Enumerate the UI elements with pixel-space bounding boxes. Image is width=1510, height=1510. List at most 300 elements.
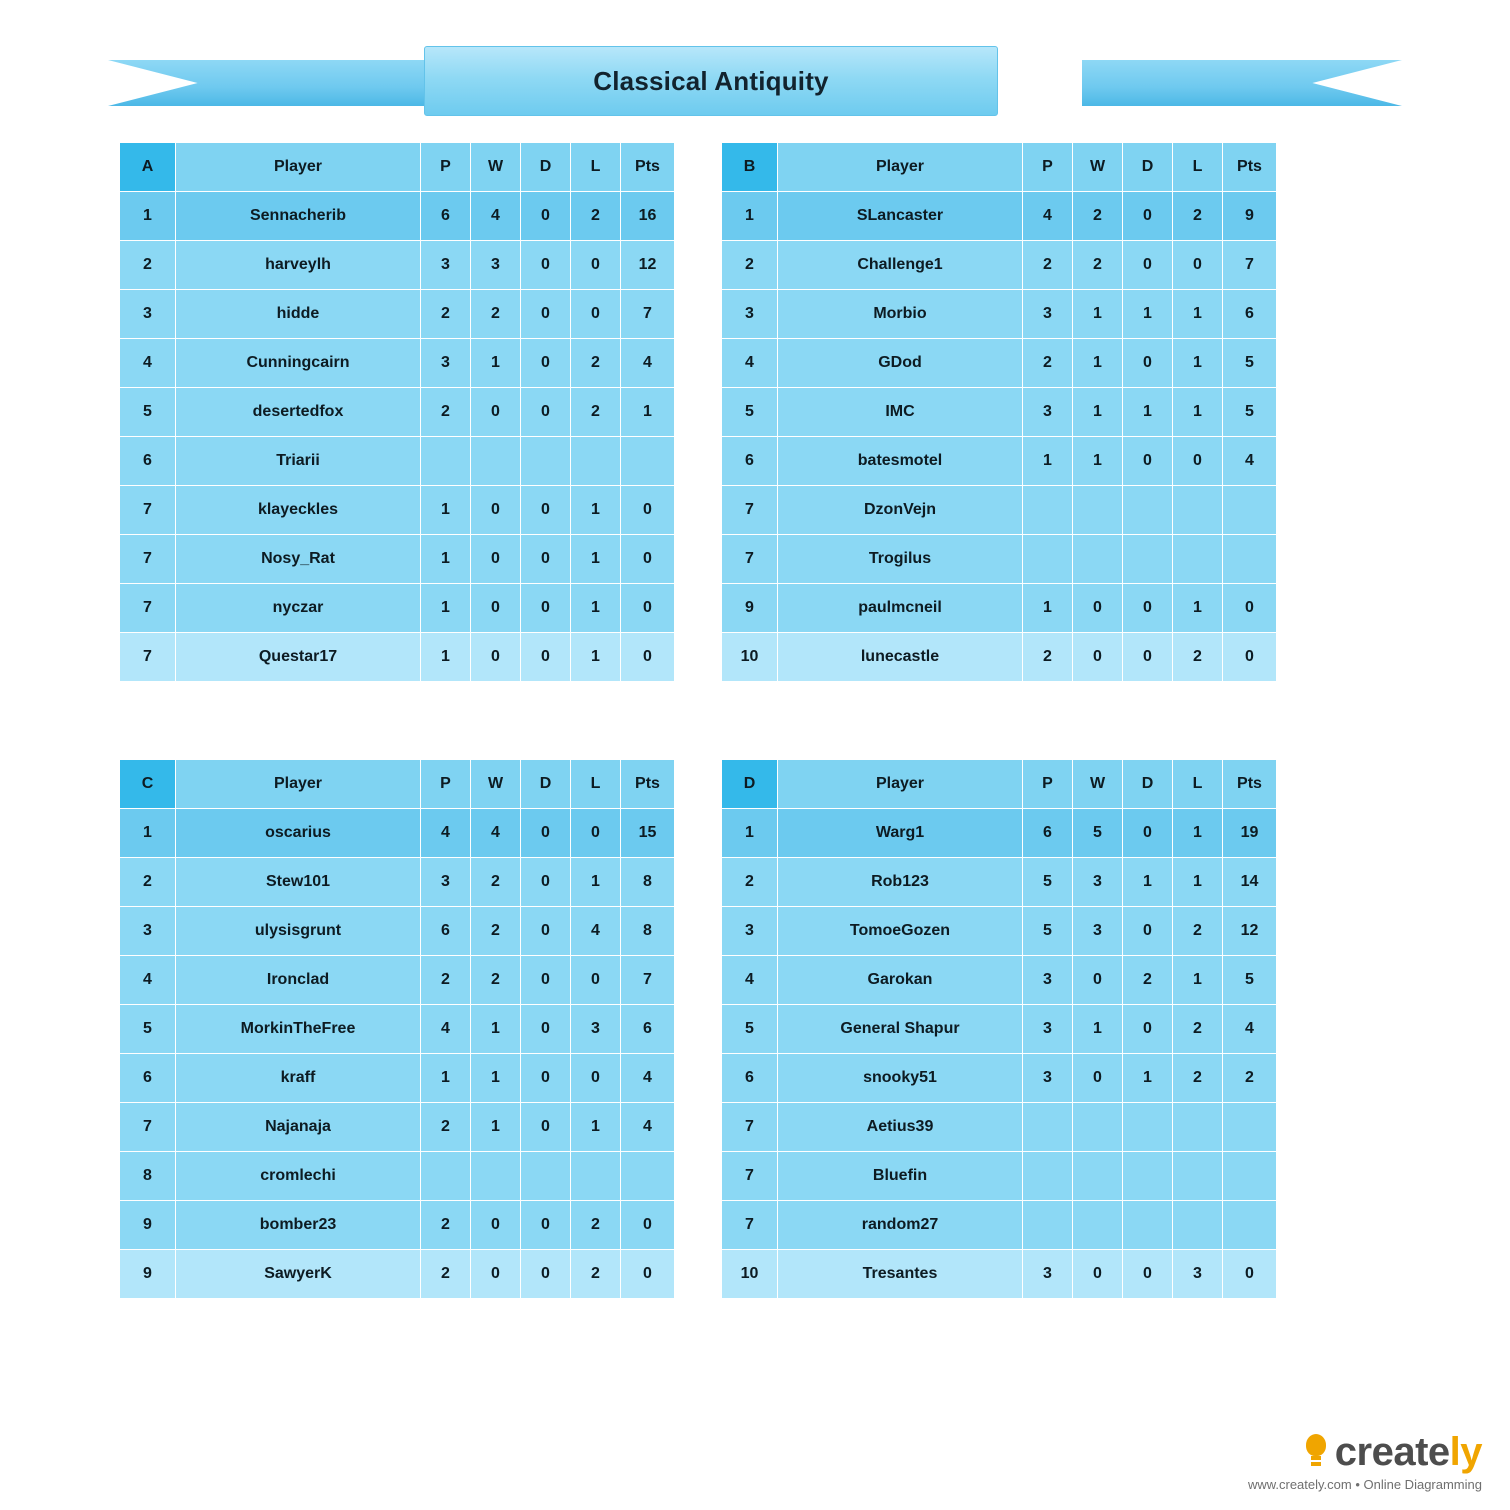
- column-header-d: D: [1123, 143, 1173, 192]
- cell-w: [1073, 535, 1123, 584]
- cell-player: snooky51: [778, 1054, 1023, 1103]
- cell-d: 0: [521, 907, 571, 956]
- cell-p: 2: [421, 1103, 471, 1152]
- column-header-player: Player: [778, 760, 1023, 809]
- cell-l: 0: [1173, 437, 1223, 486]
- cell-pts: 0: [621, 535, 675, 584]
- cell-l: 0: [571, 1054, 621, 1103]
- cell-w: 1: [471, 339, 521, 388]
- cell-pts: [621, 1152, 675, 1201]
- table-row: [120, 633, 675, 682]
- cell-rank: 3: [722, 290, 778, 339]
- cell-pts: [621, 437, 675, 486]
- table-row: [722, 907, 1277, 956]
- cell-w: 4: [471, 192, 521, 241]
- column-header-p: P: [421, 760, 471, 809]
- cell-l: 0: [1173, 241, 1223, 290]
- cell-rank: 1: [722, 809, 778, 858]
- table-row: [120, 1152, 675, 1201]
- cell-rank: 1: [120, 809, 176, 858]
- creately-logo[interactable]: [1248, 1430, 1482, 1475]
- cell-w: 0: [471, 535, 521, 584]
- cell-d: 0: [1123, 1005, 1173, 1054]
- cell-pts: 4: [621, 1103, 675, 1152]
- banner-ribbon-right: [1082, 60, 1402, 106]
- table-row: [722, 192, 1277, 241]
- cell-l: [571, 1152, 621, 1201]
- table-header-row: [722, 143, 1277, 192]
- standings-tables: [119, 142, 1391, 1299]
- cell-pts: 6: [1223, 290, 1277, 339]
- cell-l: 2: [1173, 1005, 1223, 1054]
- cell-player: batesmotel: [778, 437, 1023, 486]
- cell-p: 1: [1023, 584, 1073, 633]
- table-row: [120, 1103, 675, 1152]
- cell-p: [1023, 486, 1073, 535]
- cell-pts: 1: [621, 388, 675, 437]
- cell-l: 1: [571, 535, 621, 584]
- cell-l: 2: [571, 1250, 621, 1299]
- cell-p: 5: [1023, 907, 1073, 956]
- cell-l: 1: [1173, 290, 1223, 339]
- cell-pts: 2: [1223, 1054, 1277, 1103]
- cell-l: 1: [1173, 388, 1223, 437]
- column-header-d: D: [521, 760, 571, 809]
- cell-w: 1: [1073, 339, 1123, 388]
- cell-rank: 6: [120, 1054, 176, 1103]
- cell-rank: 7: [120, 633, 176, 682]
- cell-d: 0: [1123, 1250, 1173, 1299]
- table-row: [120, 1201, 675, 1250]
- cell-d: 0: [521, 241, 571, 290]
- cell-rank: 7: [120, 1103, 176, 1152]
- cell-p: 1: [421, 486, 471, 535]
- cell-player: hidde: [176, 290, 421, 339]
- cell-player: MorkinTheFree: [176, 1005, 421, 1054]
- cell-w: 0: [1073, 956, 1123, 1005]
- cell-player: SawyerK: [176, 1250, 421, 1299]
- cell-player: Sennacherib: [176, 192, 421, 241]
- cell-w: 5: [1073, 809, 1123, 858]
- group-badge: D: [722, 760, 778, 809]
- table-row: [722, 290, 1277, 339]
- cell-d: [1123, 486, 1173, 535]
- cell-rank: 1: [722, 192, 778, 241]
- cell-rank: 5: [120, 1005, 176, 1054]
- table-row: [722, 584, 1277, 633]
- cell-player: bomber23: [176, 1201, 421, 1250]
- cell-w: [1073, 1152, 1123, 1201]
- table-row: [120, 486, 675, 535]
- group-badge: B: [722, 143, 778, 192]
- cell-rank: 6: [722, 1054, 778, 1103]
- cell-pts: 0: [621, 486, 675, 535]
- cell-pts: 5: [1223, 956, 1277, 1005]
- cell-l: [1173, 486, 1223, 535]
- cell-pts: [1223, 486, 1277, 535]
- table-row: [120, 437, 675, 486]
- logo-wordmark: [1335, 1430, 1482, 1475]
- cell-player: harveylh: [176, 241, 421, 290]
- cell-player: TomoeGozen: [778, 907, 1023, 956]
- footer-tagline: www.creately.com • Online Diagramming: [1247, 1477, 1482, 1492]
- cell-l: 2: [1173, 633, 1223, 682]
- cell-player: Garokan: [778, 956, 1023, 1005]
- cell-p: 3: [421, 241, 471, 290]
- cell-player: klayeckles: [176, 486, 421, 535]
- cell-l: 1: [1173, 809, 1223, 858]
- column-header-w: W: [471, 143, 521, 192]
- cell-d: 0: [521, 1103, 571, 1152]
- cell-player: General Shapur: [778, 1005, 1023, 1054]
- table-row: [722, 486, 1277, 535]
- cell-p: [421, 437, 471, 486]
- table-header-row: [120, 760, 675, 809]
- cell-w: 1: [471, 1103, 521, 1152]
- cell-p: 2: [421, 1201, 471, 1250]
- creately-footer: [1248, 1430, 1482, 1492]
- cell-player: nyczar: [176, 584, 421, 633]
- cell-l: [1173, 1152, 1223, 1201]
- cell-rank: 2: [120, 241, 176, 290]
- page-title: Classical Antiquity: [593, 65, 829, 96]
- standings-table-c: [119, 759, 675, 1299]
- cell-p: 3: [1023, 956, 1073, 1005]
- table-row: [722, 1250, 1277, 1299]
- cell-d: 0: [1123, 633, 1173, 682]
- cell-rank: 7: [722, 1152, 778, 1201]
- cell-rank: 8: [120, 1152, 176, 1201]
- cell-pts: [1223, 1152, 1277, 1201]
- cell-l: 1: [1173, 584, 1223, 633]
- cell-l: [1173, 535, 1223, 584]
- cell-pts: 5: [1223, 339, 1277, 388]
- cell-d: 0: [521, 858, 571, 907]
- cell-d: 0: [521, 1250, 571, 1299]
- cell-player: Challenge1: [778, 241, 1023, 290]
- cell-player: random27: [778, 1201, 1023, 1250]
- table-header-row: [120, 143, 675, 192]
- cell-d: 0: [521, 1201, 571, 1250]
- cell-l: 1: [571, 633, 621, 682]
- cell-d: 0: [521, 633, 571, 682]
- cell-rank: 7: [722, 535, 778, 584]
- cell-d: 0: [1123, 584, 1173, 633]
- cell-pts: 12: [621, 241, 675, 290]
- cell-player: DzonVejn: [778, 486, 1023, 535]
- cell-p: 3: [1023, 388, 1073, 437]
- cell-rank: 7: [120, 535, 176, 584]
- cell-w: [471, 1152, 521, 1201]
- cell-rank: 4: [722, 339, 778, 388]
- cell-pts: 4: [621, 1054, 675, 1103]
- table-header-row: [722, 760, 1277, 809]
- table-row: [120, 1054, 675, 1103]
- standings-row-bottom: [119, 759, 1391, 1299]
- cell-d: [521, 437, 571, 486]
- standings-table-d: [721, 759, 1277, 1299]
- cell-l: 1: [571, 1103, 621, 1152]
- cell-w: 0: [471, 1250, 521, 1299]
- cell-player: Warg1: [778, 809, 1023, 858]
- cell-rank: 3: [722, 907, 778, 956]
- cell-p: 3: [1023, 290, 1073, 339]
- table-row: [120, 241, 675, 290]
- cell-p: 2: [421, 1250, 471, 1299]
- cell-w: 1: [471, 1005, 521, 1054]
- cell-rank: 4: [120, 956, 176, 1005]
- title-banner: [0, 46, 1510, 116]
- column-header-l: L: [571, 760, 621, 809]
- cell-w: [471, 437, 521, 486]
- cell-rank: 5: [722, 1005, 778, 1054]
- column-header-w: W: [1073, 760, 1123, 809]
- column-header-pts: Pts: [621, 760, 675, 809]
- cell-w: 0: [1073, 584, 1123, 633]
- cell-player: Stew101: [176, 858, 421, 907]
- cell-w: 3: [471, 241, 521, 290]
- cell-rank: 2: [722, 241, 778, 290]
- cell-d: [1123, 1103, 1173, 1152]
- cell-w: 4: [471, 809, 521, 858]
- cell-l: 2: [571, 192, 621, 241]
- cell-d: 1: [1123, 1054, 1173, 1103]
- cell-l: [1173, 1103, 1223, 1152]
- cell-p: [421, 1152, 471, 1201]
- column-header-pts: Pts: [1223, 760, 1277, 809]
- cell-player: Trogilus: [778, 535, 1023, 584]
- cell-w: 2: [471, 907, 521, 956]
- cell-w: 2: [1073, 192, 1123, 241]
- table-row: [120, 956, 675, 1005]
- cell-p: 3: [1023, 1054, 1073, 1103]
- cell-l: 1: [1173, 339, 1223, 388]
- cell-p: 6: [421, 907, 471, 956]
- column-header-l: L: [1173, 760, 1223, 809]
- column-header-pts: Pts: [1223, 143, 1277, 192]
- standings-row-top: [119, 142, 1391, 682]
- cell-l: 1: [571, 486, 621, 535]
- cell-w: 1: [1073, 388, 1123, 437]
- cell-p: 2: [421, 388, 471, 437]
- cell-d: [1123, 1201, 1173, 1250]
- cell-p: 3: [421, 339, 471, 388]
- cell-rank: 7: [722, 1201, 778, 1250]
- cell-pts: 19: [1223, 809, 1277, 858]
- table-row: [120, 339, 675, 388]
- cell-rank: 10: [722, 1250, 778, 1299]
- cell-w: 0: [1073, 633, 1123, 682]
- table-row: [120, 1005, 675, 1054]
- cell-d: 0: [521, 809, 571, 858]
- cell-player: Rob123: [778, 858, 1023, 907]
- table-row: [722, 437, 1277, 486]
- cell-pts: 0: [621, 584, 675, 633]
- table-row: [120, 535, 675, 584]
- table-row: [120, 290, 675, 339]
- cell-l: 0: [571, 956, 621, 1005]
- cell-rank: 9: [120, 1201, 176, 1250]
- cell-p: 2: [1023, 633, 1073, 682]
- cell-p: [1023, 1152, 1073, 1201]
- cell-pts: 15: [621, 809, 675, 858]
- cell-player: oscarius: [176, 809, 421, 858]
- column-header-p: P: [421, 143, 471, 192]
- table-row: [722, 388, 1277, 437]
- cell-d: 0: [1123, 241, 1173, 290]
- cell-rank: 7: [120, 584, 176, 633]
- column-header-p: P: [1023, 143, 1073, 192]
- column-header-w: W: [1073, 143, 1123, 192]
- cell-d: 2: [1123, 956, 1173, 1005]
- cell-l: 2: [1173, 1054, 1223, 1103]
- table-row: [722, 339, 1277, 388]
- cell-pts: 7: [621, 290, 675, 339]
- cell-l: 0: [571, 290, 621, 339]
- table-row: [722, 858, 1277, 907]
- table-row: [722, 1054, 1277, 1103]
- cell-player: Najanaja: [176, 1103, 421, 1152]
- cell-l: 0: [571, 809, 621, 858]
- column-header-d: D: [1123, 760, 1173, 809]
- cell-w: 2: [1073, 241, 1123, 290]
- cell-p: 1: [421, 633, 471, 682]
- cell-player: cromlechi: [176, 1152, 421, 1201]
- cell-p: 1: [421, 1054, 471, 1103]
- group-badge: C: [120, 760, 176, 809]
- cell-rank: 7: [722, 486, 778, 535]
- cell-pts: 0: [621, 633, 675, 682]
- table-row: [722, 1152, 1277, 1201]
- cell-pts: 4: [1223, 1005, 1277, 1054]
- standings-table-b: [721, 142, 1277, 682]
- cell-w: 0: [1073, 1250, 1123, 1299]
- cell-p: 1: [421, 535, 471, 584]
- cell-w: 0: [1073, 1054, 1123, 1103]
- cell-l: 2: [1173, 907, 1223, 956]
- cell-l: 1: [571, 858, 621, 907]
- cell-d: 1: [1123, 858, 1173, 907]
- cell-p: 6: [421, 192, 471, 241]
- column-header-pts: Pts: [621, 143, 675, 192]
- cell-pts: 0: [621, 1250, 675, 1299]
- cell-player: IMC: [778, 388, 1023, 437]
- cell-pts: [1223, 535, 1277, 584]
- cell-pts: 6: [621, 1005, 675, 1054]
- cell-d: [1123, 1152, 1173, 1201]
- cell-p: [1023, 1201, 1073, 1250]
- cell-player: desertedfox: [176, 388, 421, 437]
- cell-player: Cunningcairn: [176, 339, 421, 388]
- table-row: [120, 858, 675, 907]
- cell-w: [1073, 1201, 1123, 1250]
- cell-l: 3: [571, 1005, 621, 1054]
- standings-table-a: [119, 142, 675, 682]
- cell-p: 5: [1023, 858, 1073, 907]
- cell-player: Tresantes: [778, 1250, 1023, 1299]
- cell-l: 1: [1173, 956, 1223, 1005]
- cell-w: 1: [1073, 1005, 1123, 1054]
- cell-w: 1: [471, 1054, 521, 1103]
- cell-w: 2: [471, 290, 521, 339]
- cell-w: [1073, 1103, 1123, 1152]
- cell-player: ulysisgrunt: [176, 907, 421, 956]
- cell-p: 3: [421, 858, 471, 907]
- column-header-player: Player: [778, 143, 1023, 192]
- cell-l: [571, 437, 621, 486]
- cell-rank: 2: [120, 858, 176, 907]
- cell-l: [1173, 1201, 1223, 1250]
- cell-l: 2: [571, 388, 621, 437]
- table-row: [722, 633, 1277, 682]
- cell-rank: 9: [722, 584, 778, 633]
- cell-pts: 7: [621, 956, 675, 1005]
- cell-p: 3: [1023, 1005, 1073, 1054]
- cell-p: [1023, 535, 1073, 584]
- cell-pts: 14: [1223, 858, 1277, 907]
- cell-d: 0: [521, 192, 571, 241]
- cell-d: 0: [521, 1054, 571, 1103]
- table-row: [722, 1103, 1277, 1152]
- table-row: [120, 809, 675, 858]
- cell-w: 0: [471, 486, 521, 535]
- table-row: [722, 1201, 1277, 1250]
- cell-p: 4: [421, 809, 471, 858]
- cell-w: 3: [1073, 907, 1123, 956]
- cell-pts: 0: [1223, 1250, 1277, 1299]
- cell-rank: 7: [120, 486, 176, 535]
- cell-p: 3: [1023, 1250, 1073, 1299]
- cell-rank: 6: [120, 437, 176, 486]
- cell-player: Questar17: [176, 633, 421, 682]
- cell-w: 2: [471, 858, 521, 907]
- column-header-l: L: [1173, 143, 1223, 192]
- cell-l: 2: [571, 339, 621, 388]
- cell-player: GDod: [778, 339, 1023, 388]
- cell-d: 0: [521, 388, 571, 437]
- cell-l: 2: [571, 1201, 621, 1250]
- cell-w: 3: [1073, 858, 1123, 907]
- cell-player: kraff: [176, 1054, 421, 1103]
- cell-rank: 5: [120, 388, 176, 437]
- table-row: [722, 241, 1277, 290]
- cell-p: 6: [1023, 809, 1073, 858]
- cell-d: 0: [521, 1005, 571, 1054]
- cell-pts: [1223, 1103, 1277, 1152]
- table-row: [120, 1250, 675, 1299]
- logo-accent-text: ly: [1449, 1430, 1482, 1474]
- cell-rank: 4: [120, 339, 176, 388]
- cell-l: 1: [1173, 858, 1223, 907]
- table-row: [120, 388, 675, 437]
- cell-rank: 5: [722, 388, 778, 437]
- cell-d: 0: [1123, 437, 1173, 486]
- column-header-p: P: [1023, 760, 1073, 809]
- cell-p: 2: [1023, 339, 1073, 388]
- table-row: [120, 907, 675, 956]
- cell-w: 0: [471, 388, 521, 437]
- table-row: [120, 192, 675, 241]
- cell-w: 0: [471, 633, 521, 682]
- cell-w: 1: [1073, 290, 1123, 339]
- cell-d: 1: [1123, 290, 1173, 339]
- cell-player: paulmcneil: [778, 584, 1023, 633]
- banner-ribbon-left: [108, 60, 428, 106]
- cell-d: 0: [521, 535, 571, 584]
- cell-rank: 1: [120, 192, 176, 241]
- cell-pts: 16: [621, 192, 675, 241]
- cell-p: 2: [1023, 241, 1073, 290]
